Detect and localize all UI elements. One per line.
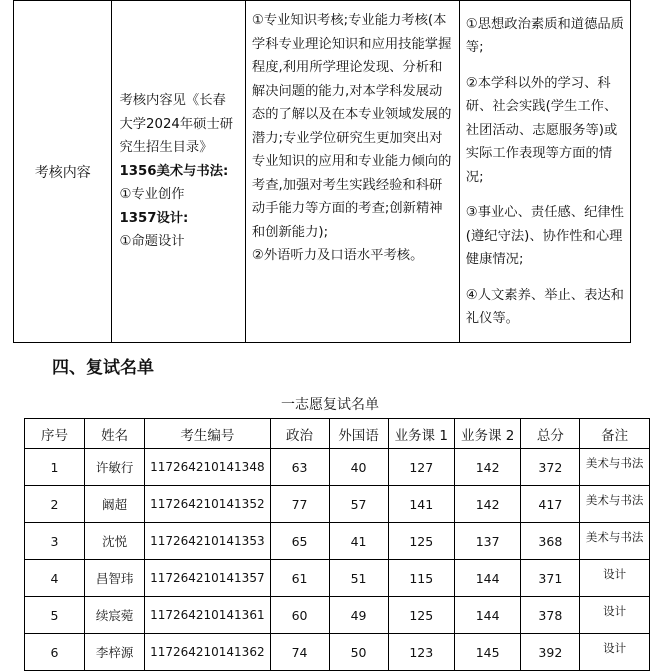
table-cell: 417 — [521, 486, 580, 523]
column-header: 备注 — [580, 419, 650, 449]
table-row — [25, 523, 650, 560]
table-cell: 美术与书法 — [580, 523, 650, 560]
table-cell: 沈悦 — [85, 523, 145, 560]
table-row — [25, 486, 650, 523]
exam-subjects-cell — [112, 1, 245, 343]
table-cell: 117264210141357 — [145, 560, 270, 597]
table-cell: 41 — [329, 523, 388, 560]
assessment-label: 考核内容 — [34, 164, 91, 181]
table-cell: 142 — [454, 486, 520, 523]
table-cell: 372 — [521, 449, 580, 486]
table-cell: 137 — [454, 523, 520, 560]
exam-subject-line: ①专业创作 — [119, 187, 185, 203]
professional-assessment-item: ②外语听力及口语水平考核。 — [251, 248, 424, 263]
comprehensive-assessment-cell — [459, 1, 630, 343]
table-cell: 144 — [454, 560, 520, 597]
exam-subjects-text — [112, 89, 244, 254]
table-cell: 设计 — [580, 634, 650, 671]
table-cell: 4 — [25, 560, 85, 597]
section-heading: 四、复试名单 — [52, 358, 154, 378]
table-cell: 57 — [329, 486, 388, 523]
table-cell: 61 — [270, 560, 329, 597]
table-cell: 设计 — [580, 597, 650, 634]
table-cell: 李梓源 — [85, 634, 145, 671]
exam-subject-line: 1357设计: — [119, 210, 189, 226]
table-row — [25, 597, 650, 634]
column-header: 姓名 — [85, 419, 145, 449]
table-cell: 74 — [270, 634, 329, 671]
table-cell: 125 — [388, 597, 454, 634]
table-header-row — [25, 419, 650, 449]
table-cell: 77 — [270, 486, 329, 523]
comprehensive-assessment-item: ③事业心、责任感、纪律性(遵纪守法)、协作性和心理健康情况; — [465, 205, 624, 267]
comprehensive-assessment-item: ①思想政治素质和道德品质等; — [465, 16, 624, 55]
column-header: 业务课 1 — [388, 419, 454, 449]
table-cell: 昌智玮 — [85, 560, 145, 597]
column-header: 政治 — [270, 419, 329, 449]
table-cell: 125 — [388, 523, 454, 560]
column-header: 总分 — [521, 419, 580, 449]
table-cell: 6 — [25, 634, 85, 671]
professional-assessment-item: ①专业知识考核;专业能力考核(本学科专业理论知识和应用技能掌握程度,利用所学理论发现、分析和解决问题的能力,对本学科发展动态的了解以及在本专业领域发展的潜力;专业学位研究生更加突出对专业知识的应用和专业能力倾向的考查,加强对考生实践经验和科研动手能力等方面的考查;创新精神和创新能力); — [251, 13, 452, 240]
table-cell: 1 — [25, 449, 85, 486]
table-cell: 378 — [521, 597, 580, 634]
table-cell: 117264210141352 — [145, 486, 270, 523]
table-cell: 3 — [25, 523, 85, 560]
exam-subject-line: 考核内容见《长春大学2024年硕士研究生招生目录》 — [119, 93, 234, 156]
table-cell: 设计 — [580, 560, 650, 597]
table-cell: 115 — [388, 560, 454, 597]
table-row — [25, 560, 650, 597]
table-cell: 65 — [270, 523, 329, 560]
table-cell: 142 — [454, 449, 520, 486]
comprehensive-assessment-item: ④人文素养、举止、表达和礼仪等。 — [465, 287, 624, 326]
table-cell: 美术与书法 — [580, 449, 650, 486]
table-cell: 2 — [25, 486, 85, 523]
comprehensive-assessment-item: ②本学科以外的学习、科研、社会实践(学生工作、社团活动、志愿服务等)或实际工作表现等方面的情况; — [465, 75, 618, 185]
table-cell: 续宸菀 — [85, 597, 145, 634]
comprehensive-assessment-text — [460, 13, 630, 331]
table-cell: 117264210141353 — [145, 523, 270, 560]
table-cell: 美术与书法 — [580, 486, 650, 523]
column-header: 外国语 — [329, 419, 388, 449]
table-cell: 51 — [329, 560, 388, 597]
table-cell: 50 — [329, 634, 388, 671]
table-cell: 371 — [521, 560, 580, 597]
table-row — [25, 449, 650, 486]
exam-subject-line: ①命题设计 — [119, 234, 185, 250]
retest-list-table — [24, 418, 650, 671]
table-cell: 49 — [329, 597, 388, 634]
table-cell: 63 — [270, 449, 329, 486]
table-row — [25, 634, 650, 671]
table-cell: 145 — [454, 634, 520, 671]
table-cell: 5 — [25, 597, 85, 634]
assessment-content-table — [13, 0, 631, 343]
assessment-label-cell — [14, 1, 112, 343]
table-cell: 141 — [388, 486, 454, 523]
exam-subject-line: 1356美术与书法: — [119, 163, 229, 179]
list-caption: 一志愿复试名单 — [281, 397, 379, 413]
table-cell: 许敏行 — [85, 449, 145, 486]
table-cell: 60 — [270, 597, 329, 634]
table-cell: 392 — [521, 634, 580, 671]
table-cell: 117264210141348 — [145, 449, 270, 486]
table-cell: 117264210141362 — [145, 634, 270, 671]
table-cell: 368 — [521, 523, 580, 560]
column-header: 业务课 2 — [454, 419, 520, 449]
table-cell: 阚超 — [85, 486, 145, 523]
professional-assessment-cell — [245, 1, 459, 343]
table-cell: 123 — [388, 634, 454, 671]
table-cell: 40 — [329, 449, 388, 486]
table-cell: 117264210141361 — [145, 597, 270, 634]
table-cell: 127 — [388, 449, 454, 486]
table-cell: 144 — [454, 597, 520, 634]
professional-assessment-text — [246, 9, 459, 268]
column-header: 序号 — [25, 419, 85, 449]
column-header: 考生编号 — [145, 419, 270, 449]
